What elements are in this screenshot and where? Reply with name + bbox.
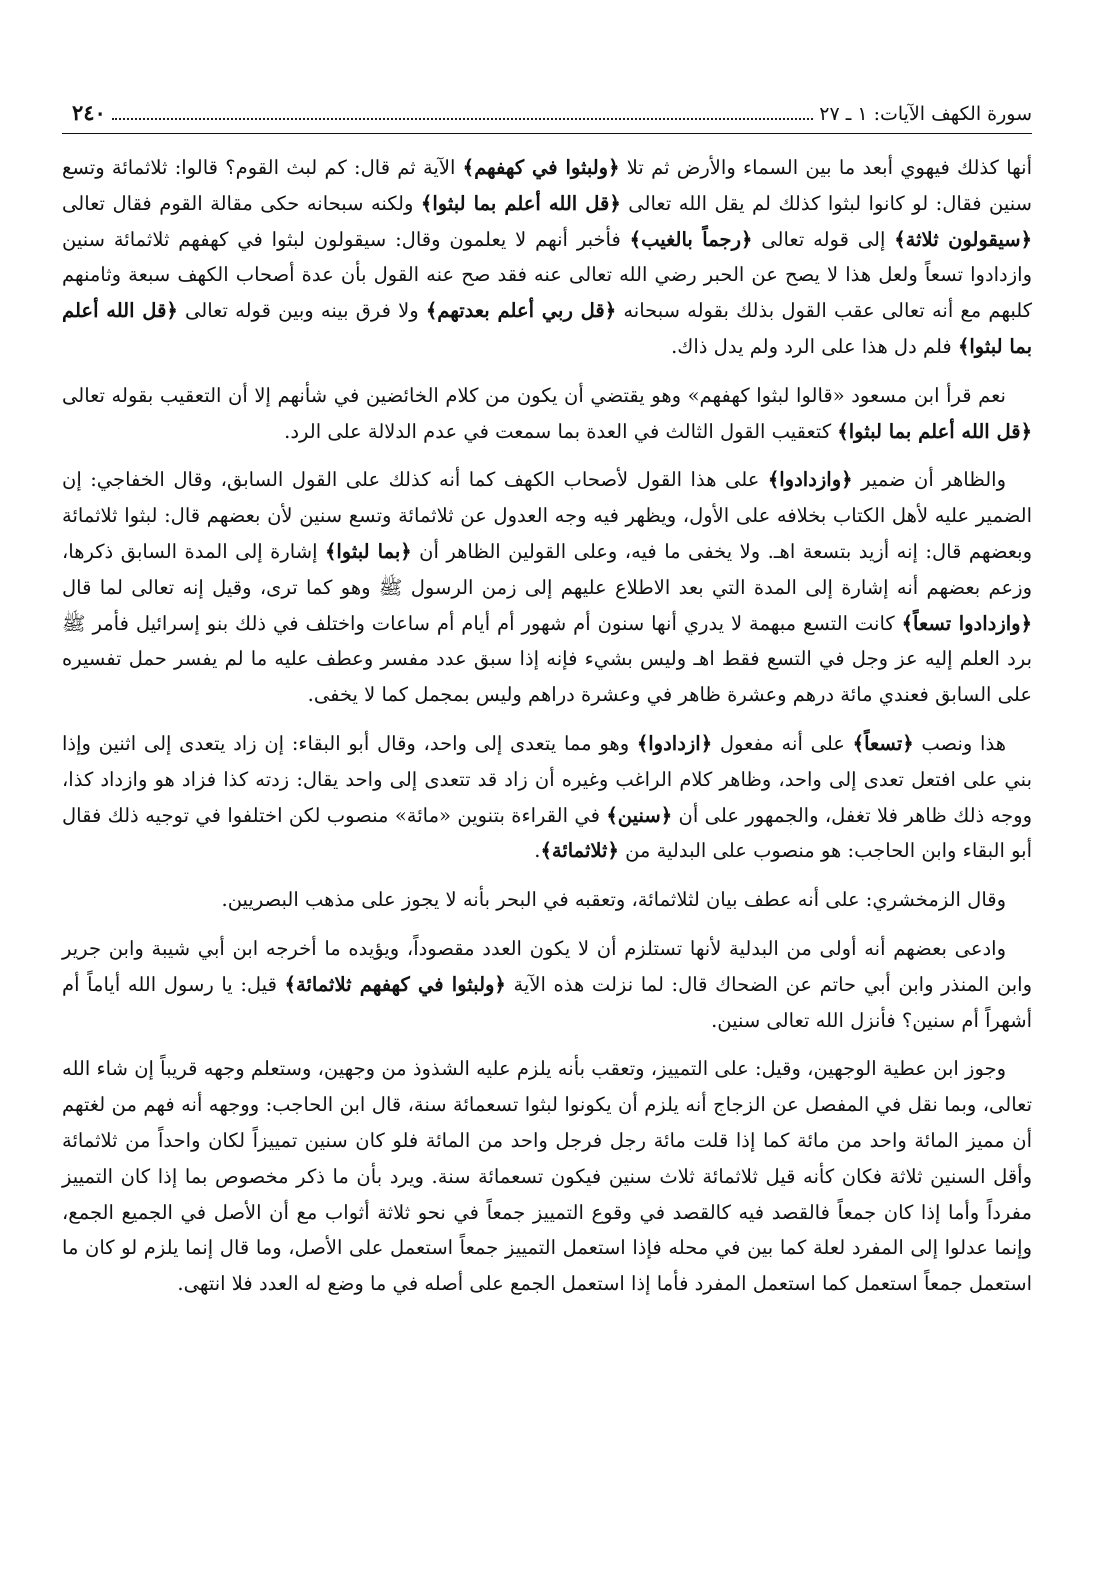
quran-quote: ﴿قل ربي أعلم بعدتهم﴾ — [425, 299, 617, 323]
quran-quote: ﴿قل الله أعلم بما لبثوا﴾ — [62, 299, 1032, 358]
text-run: فلم دل هذا على الرد ولم يدل ذاك. — [671, 334, 958, 358]
quran-quote: ﴿قل الله أعلم بما لبثوا﴾ — [420, 191, 621, 215]
text-run: إشارة إلى المدة السابق ذكرها، وزعم بعضهم أنه إشارة إلى المدة التي بعد الاطلاع عليهم إلى زمن الرسول ﷺ وهو كما ترى، وقيل إنه تعالى لما قال — [62, 539, 1032, 599]
quran-quote: ﴿وازدادوا﴾ — [767, 468, 853, 492]
text-run: إلى قوله تعالى — [752, 227, 895, 251]
quran-quote: ﴿ولبثوا في كهفهم ثلاثمائة﴾ — [284, 972, 506, 996]
text-run: وهو مما يتعدى إلى واحد، وقال أبو البقاء: إن زاد يتعدى إلى اثنين وإذا بني على افتعل تعدى إلى واحد، وظاهر كلام الراغب وغيره أن زاد قد تتعدى إلى واحد يقال: زدته كذا فزاد هو وازداد كذا، ووجه ذلك ظاهر فلا تغفل، والجمهور على أن — [62, 731, 1032, 827]
quran-quote: ﴿رجماً بالغيب﴾ — [629, 227, 753, 251]
surah-title: سورة الكهف الآيات: ١ ـ ٢٧ — [819, 103, 1032, 125]
text-run: على أنه مفعول — [712, 731, 853, 755]
quran-quote: ﴿وازدادوا تسعاً﴾ — [901, 611, 1032, 635]
page-number: ٢٤٠ — [72, 100, 106, 125]
text-run: والظاهر أن ضمير — [852, 468, 1006, 492]
text-run: أنها كذلك فيهوي أبعد ما بين السماء والأرض ثم تلا — [619, 156, 1032, 179]
paragraph-2 — [62, 378, 1032, 450]
quran-quote: ﴿تسعاً﴾ — [852, 731, 914, 755]
paragraph-7 — [62, 1051, 1032, 1302]
paragraph-1 — [62, 150, 1032, 365]
quran-quote: ﴿سنين﴾ — [606, 803, 673, 827]
text-run: ولا فرق بينه وبين قوله تعالى — [177, 299, 426, 323]
paragraph-4 — [62, 726, 1032, 869]
quran-quote: ﴿قل الله أعلم بما لبثوا﴾ — [837, 419, 1032, 443]
text-run: كتعقيب القول الثالث في العدة بما سمعت في عدم الدلالة على الرد. — [284, 419, 838, 443]
text-run: وقال الزمخشري: على أنه عطف بيان لثلاثمائة، وتعقبه في البحر بأنه لا يجوز على مذهب البصريين. — [221, 888, 1006, 912]
dotted-leader — [112, 102, 813, 120]
text-run: وجوز ابن عطية الوجهين، وقيل: على التمييز، وتعقب بأنه يلزم عليه الشذوذ من وجهين، وستعلم وجهه قريباً إن شاء الله تعالى، وبما نقل في المفصل عن الزجاج أنه يلزم أن يكونوا لبثوا تسعمائة سنة، قال ابن الحاجب: ووجهه أنه فهم من لغتهم أن مميز المائة واحد من مائة كما إذا قلت مائة رجل فرجل واحد من المائة فلو كان سنين تمييزاً لكان واحداً من ثلاثمائة وأقل السنين ثلاثة فكان كأنه قيل ثلاثمائة ثلاث سنين فيكون تسعمائة سنة. ويرد بأن ما ذكر مخصوص بما إذا كان التمييز مفرداً وأما إذا كان جمعاً فالقصد فيه كالقصد في وقوع التمييز جمعاً في نحو ثلاثة أثواب مع أن الأصل في الجميع الجمع، وإنما عدلوا إلى المفرد لعلة كما بين في محله فإذا استعمل التمييز جمعاً استعمل على الأصل، وما قال إنما يلزم لو كان ما استعمل جمعاً استعمل كما استعمل المفرد فأما إذا استعمل الجمع على أصله في ما وضع له العدد فلا انتهى. — [62, 1057, 1032, 1296]
quran-quote: ﴿ثلاثمائة﴾ — [540, 839, 619, 863]
quran-quote: ﴿بما لبثوا﴾ — [324, 539, 412, 563]
running-header — [62, 98, 1032, 134]
text-run: الآية ثم قال: كم لبث القوم؟ قالوا: ثلاثمائة وتسع سنين فقال: لو كانوا لبثوا كذلك لم يقل الله تعالى — [62, 156, 1032, 215]
paragraph-6 — [62, 931, 1032, 1038]
commentary-text — [62, 150, 1032, 1315]
paragraph-5 — [62, 882, 1032, 918]
text-run: فأخبر أنهم لا يعلمون وقال: سيقولون لبثوا في كهفهم ثلاثمائة سنين وازدادوا تسعاً ولعل هذا لا يصح عن الحبر رضي الله تعالى عنه فقد صح عنه القول بأن عدة أصحاب الكهف سبعة وثامنهم كلبهم مع أنه تعالى عقب القول بذلك بقوله سبحانه — [62, 227, 1033, 323]
paragraph-3 — [62, 462, 1032, 713]
text-run: كانت التسع مبهمة لا يدري أنها سنون أم شهور أم أيام أم ساعات واختلف في ذلك بنو إسرائيل فأمر ﷺ برد العلم إليه عز وجل في التسع فقط اهـ وليس بشيء فإنه إذا سبق عدد مفسر وعطف عليه ما لم يفسر حمل تفسيره على السابق فعندي مائة درهم وعشرة ظاهر في وعشرة دراهم وليس بمجمل كما لا يخفى. — [62, 611, 1032, 707]
quran-quote: ﴿ازدادوا﴾ — [636, 731, 713, 755]
quran-quote: ﴿سيقولون ثلاثة﴾ — [894, 227, 1032, 251]
text-run: هذا ونصب — [913, 731, 1006, 755]
text-run: قيل: يا رسول الله أياماً أم أشهراً أم سنين؟ فأنزل الله تعالى سنين. — [62, 972, 1032, 1032]
text-run: . — [534, 839, 541, 863]
quran-quote: ﴿ولبثوا في كهفهم﴾ — [462, 156, 620, 179]
text-run: في القراءة بتنوين «مائة» منصوب لكن اختلفوا في توجيه ذلك فقال أبو البقاء وابن الحاجب: هو منصوب على البدلية من — [62, 803, 1032, 863]
text-run: على هذا القول لأصحاب الكهف كما أنه كذلك على القول السابق، وقال الخفاجي: إن الضمير عليه لأهل الكتاب بخلافه على الأول، ويظهر فيه وجه العدول عن ثلاثمائة وتسع سنين لأن بعضهم قال: لبثوا ثلاثمائة وبعضهم قال: إنه أزيد بتسعة اهـ. ولا يخفى ما فيه، وعلى القولين الظاهر أن — [62, 468, 1033, 563]
text-run: ولكنه سبحانه حكى مقالة القوم فقال تعالى — [62, 191, 421, 215]
text-run: نعم قرأ ابن مسعود «قالوا لبثوا كهفهم» وهو يقتضي أن يكون من كلام الخائضين في شأنهم إلا أن التعقيب بقوله تعالى — [62, 383, 1006, 407]
text-run: وادعى بعضهم أنه أولى من البدلية لأنها تستلزم أن لا يكون العدد مقصوداً، ويؤيده ما أخرجه ابن أبي شيبة وابن جرير وابن المنذر وابن أبي حاتم عن الضحاك قال: لما نزلت هذه الآية — [62, 936, 1032, 996]
